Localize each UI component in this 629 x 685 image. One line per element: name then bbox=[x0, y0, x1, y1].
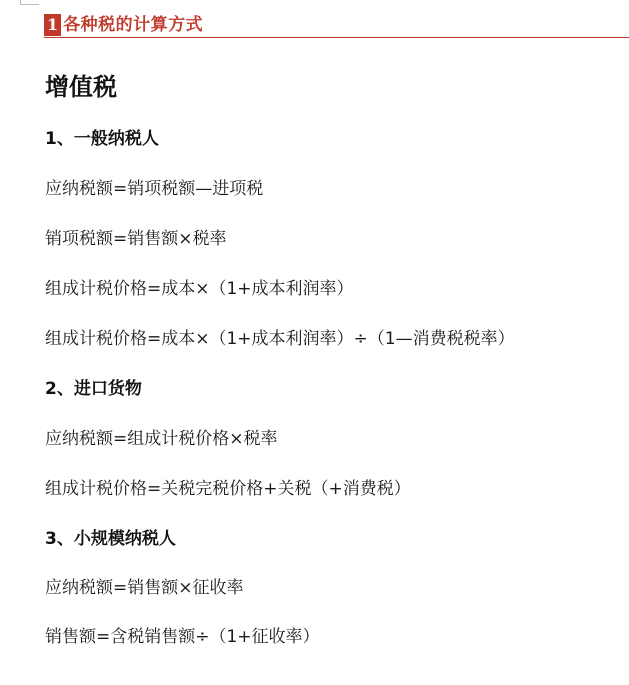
formula-line: 销项税额=销售额×税率 bbox=[45, 229, 227, 249]
formula-line: 组成计税价格=关税完税价格+关税（+消费税） bbox=[45, 479, 411, 499]
page-title: 增值税 bbox=[45, 73, 117, 101]
formula-line: 应纳税额=销项税额—进项税 bbox=[45, 179, 264, 199]
group-heading-imported-goods: 2、进口货物 bbox=[45, 379, 142, 399]
page-corner-mark bbox=[20, 0, 39, 5]
formula-line: 应纳税额=组成计税价格×税率 bbox=[45, 429, 278, 449]
formula-line: 组成计税价格=成本×（1+成本利润率） bbox=[45, 279, 354, 299]
group-heading-general-taxpayer: 1、一般纳税人 bbox=[45, 129, 159, 149]
section-number-badge: 1 bbox=[44, 14, 61, 36]
group-heading-small-scale-taxpayer: 3、小规模纳税人 bbox=[45, 529, 176, 549]
section-title: 各种税的计算方式 bbox=[63, 14, 204, 35]
formula-line: 组成计税价格=成本×（1+成本利润率）÷（1—消费税税率） bbox=[45, 329, 515, 349]
formula-line: 销售额=含税销售额÷（1+征收率） bbox=[45, 627, 320, 647]
section-header bbox=[44, 12, 629, 38]
formula-line: 应纳税额=销售额×征收率 bbox=[45, 578, 244, 598]
